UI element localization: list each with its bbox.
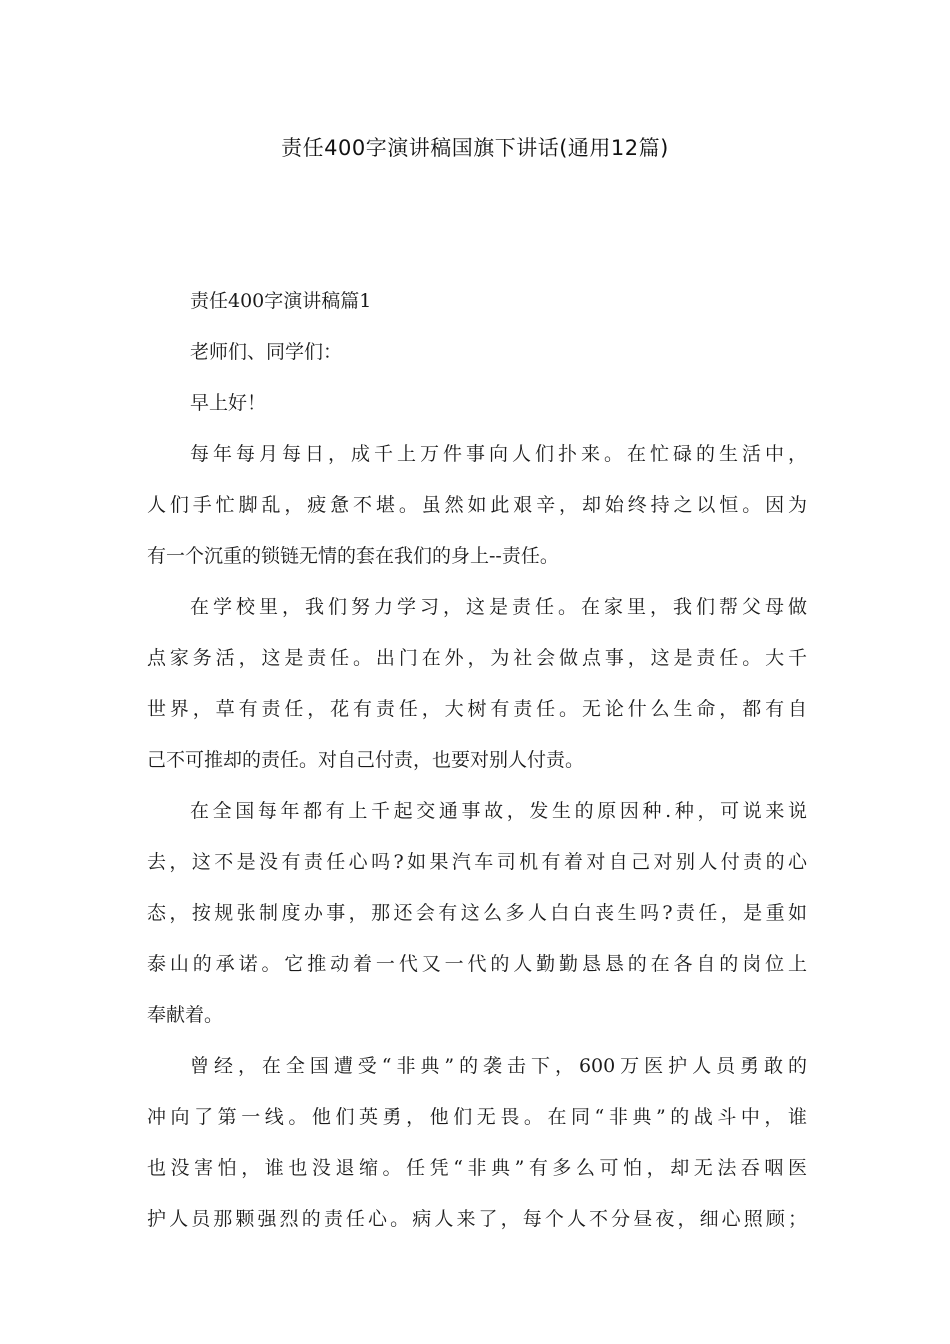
text-line: 每年每月每日，成千上万件事向人们扑来。在忙碌的生活中， bbox=[190, 443, 807, 465]
text-line: 去，这不是没有责任心吗?如果汽车司机有着对自己对别人付责的心 bbox=[147, 851, 807, 873]
text-line: 己不可推却的责任。对自己付责，也要对别人付责。 bbox=[147, 749, 585, 771]
text-line: 奉献着。 bbox=[147, 1004, 224, 1026]
text-line: 在学校里，我们努力学习，这是责任。在家里，我们帮父母做 bbox=[190, 596, 807, 618]
text-line: 早上好！ bbox=[190, 392, 267, 414]
document-body bbox=[147, 288, 807, 1257]
text-line: 世界，草有责任，花有责任，大树有责任。无论什么生命，都有自 bbox=[147, 698, 807, 720]
text-line: 态，按规张制度办事，那还会有这么多人白白丧生吗?责任，是重如 bbox=[147, 902, 807, 924]
text-line: 护人员那颗强烈的责任心。病人来了，每个人不分昼夜，细心照顾； bbox=[147, 1208, 807, 1230]
text-line: 也没害怕，谁也没退缩。任凭“非典”有多么可怕，却无法吞咽医 bbox=[147, 1157, 807, 1179]
text-line: 曾经，在全国遭受“非典”的袭击下，600万医护人员勇敢的 bbox=[190, 1055, 807, 1077]
text-line: 泰山的承诺。它推动着一代又一代的人勤勤恳恳的在各自的岗位上 bbox=[147, 953, 807, 975]
text-line: 在全国每年都有上千起交通事故，发生的原因种.种，可说来说 bbox=[190, 800, 807, 822]
text-line: 人们手忙脚乱，疲惫不堪。虽然如此艰辛，却始终持之以恒。因为 bbox=[147, 494, 807, 516]
text-line: 责任400字演讲稿篇1 bbox=[190, 290, 372, 312]
text-line: 老师们、同学们： bbox=[190, 341, 343, 363]
text-line: 冲向了第一线。他们英勇，他们无畏。在同“非典”的战斗中，谁 bbox=[147, 1106, 807, 1128]
document-title: 责任400字演讲稿国旗下讲话(通用12篇) bbox=[281, 136, 669, 160]
text-line: 有一个沉重的锁链无情的套在我们的身上--责任。 bbox=[147, 545, 559, 567]
text-line: 点家务活，这是责任。出门在外，为社会做点事，这是责任。大千 bbox=[147, 647, 807, 669]
